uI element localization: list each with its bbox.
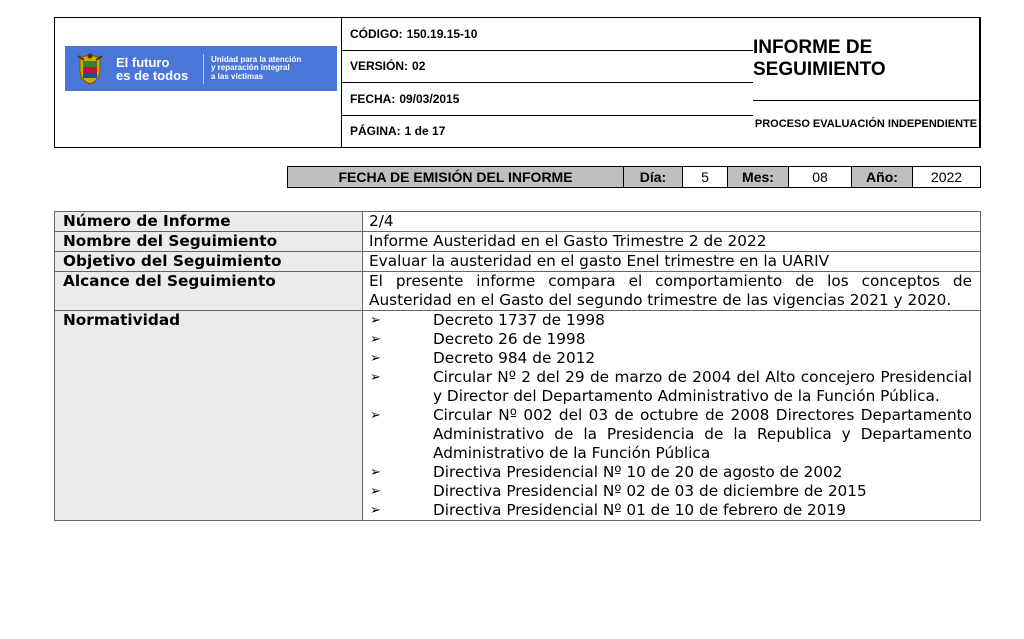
version-value: 02 <box>412 59 426 74</box>
objetivo-value: Evaluar la austeridad en el gasto Enel trimestre en la UARIV <box>363 252 981 272</box>
nombre-label: Nombre del Seguimiento <box>55 232 363 252</box>
list-item-text: Decreto 26 de 1998 <box>433 330 586 348</box>
pagina-row <box>342 116 753 148</box>
report-info-table <box>54 211 981 521</box>
arrow-bullet-icon: ➢ <box>370 351 381 366</box>
logo-main-line: El futuro <box>116 54 170 70</box>
list-item-text: Decreto 1737 de 1998 <box>433 311 605 329</box>
coat-of-arms-icon <box>74 51 106 87</box>
list-item <box>369 368 972 406</box>
list-item <box>369 349 972 368</box>
fecha-value: 09/03/2015 <box>399 91 460 106</box>
numero-value: 2/4 <box>363 212 981 232</box>
pagina-label: PÁGINA: <box>350 124 401 139</box>
arrow-bullet-icon: ➢ <box>370 313 381 328</box>
list-item <box>369 501 972 520</box>
version-row <box>342 51 753 84</box>
anio-value: 2022 <box>930 169 963 185</box>
codigo-row <box>342 18 753 51</box>
fecha-row <box>342 83 753 116</box>
arrow-bullet-icon: ➢ <box>370 408 381 423</box>
dia-label: Día: <box>624 167 683 187</box>
document-header <box>54 17 981 148</box>
emission-date-bar <box>287 166 981 188</box>
arrow-bullet-icon: ➢ <box>370 370 381 385</box>
logo-divider <box>203 54 204 84</box>
numero-label: Número de Informe <box>55 212 363 232</box>
logo-sub-line: y reparación integral <box>211 63 290 73</box>
table-row <box>55 311 981 521</box>
list-item-text: Decreto 984 de 2012 <box>433 349 596 367</box>
objetivo-label: Objetivo del Seguimiento <box>55 252 363 272</box>
list-item-text: Directiva Presidencial Nº 10 de 20 de agosto de 2002 <box>433 463 843 481</box>
list-item <box>369 330 972 349</box>
arrow-bullet-icon: ➢ <box>370 484 381 499</box>
document-meta <box>342 18 753 147</box>
list-item <box>369 311 972 330</box>
arrow-bullet-icon: ➢ <box>370 503 381 518</box>
list-item-text: Directiva Presidencial Nº 01 de 10 de febrero de 2019 <box>433 501 846 519</box>
arrow-bullet-icon: ➢ <box>370 465 381 480</box>
codigo-label: CÓDIGO: <box>350 26 403 41</box>
normatividad-value <box>363 311 981 521</box>
logo-cell <box>55 18 342 147</box>
fecha-label: FECHA: <box>350 91 396 106</box>
list-item <box>369 406 972 463</box>
table-row <box>55 232 981 252</box>
list-item-text: Directiva Presidencial Nº 02 de 03 de diciembre de 2015 <box>433 482 867 500</box>
logo-sub-line: a las víctimas <box>211 71 264 81</box>
logo-main-line: es de todos <box>116 67 189 83</box>
alcance-value: El presente informe compara el comportamiento de los conceptos de Austeridad en el Gasto del segundo trimestre de las vigencias 2021 y 2020. <box>363 272 981 311</box>
institution-logo <box>65 46 337 91</box>
logo-sub-text <box>211 56 301 82</box>
mes-value: 08 <box>789 167 852 187</box>
list-item-text: Circular Nº 002 del 03 de octubre de 2008 Directores Departamento Administrativo de la Presidencia de la Republica y Departamento Administrativo de la Función Pública <box>433 406 972 462</box>
alcance-label: Alcance del Seguimiento <box>55 272 363 311</box>
dia-value: 5 <box>683 167 728 187</box>
document-title: INFORME DE SEGUIMIENTO <box>753 18 980 101</box>
pagina-value: 1 de 17 <box>404 124 446 139</box>
normatividad-list <box>369 311 972 520</box>
table-row <box>55 212 981 232</box>
version-label: VERSIÓN: <box>350 59 409 74</box>
table-row <box>55 252 981 272</box>
list-item <box>369 482 972 501</box>
anio-label: Año: <box>852 167 913 187</box>
codigo-value: 150.19.15-10 <box>406 26 478 41</box>
mes-label: Mes: <box>728 167 789 187</box>
list-item <box>369 463 972 482</box>
emission-label: FECHA DE EMISIÓN DEL INFORME <box>288 167 624 187</box>
process-name: PROCESO EVALUACIÓN INDEPENDIENTE <box>753 101 980 147</box>
table-row <box>55 272 981 311</box>
nombre-value: Informe Austeridad en el Gasto Trimestre 2 de 2022 <box>363 232 981 252</box>
logo-main-text <box>116 56 196 82</box>
arrow-bullet-icon: ➢ <box>370 332 381 347</box>
logo-sub-line: Unidad para la atención <box>211 54 302 64</box>
normatividad-label: Normatividad <box>55 311 363 521</box>
list-item-text: Circular Nº 2 del 29 de marzo de 2004 del Alto concejero Presidencial y Director del Departamento Administrativo de la Función Pública. <box>433 368 972 405</box>
